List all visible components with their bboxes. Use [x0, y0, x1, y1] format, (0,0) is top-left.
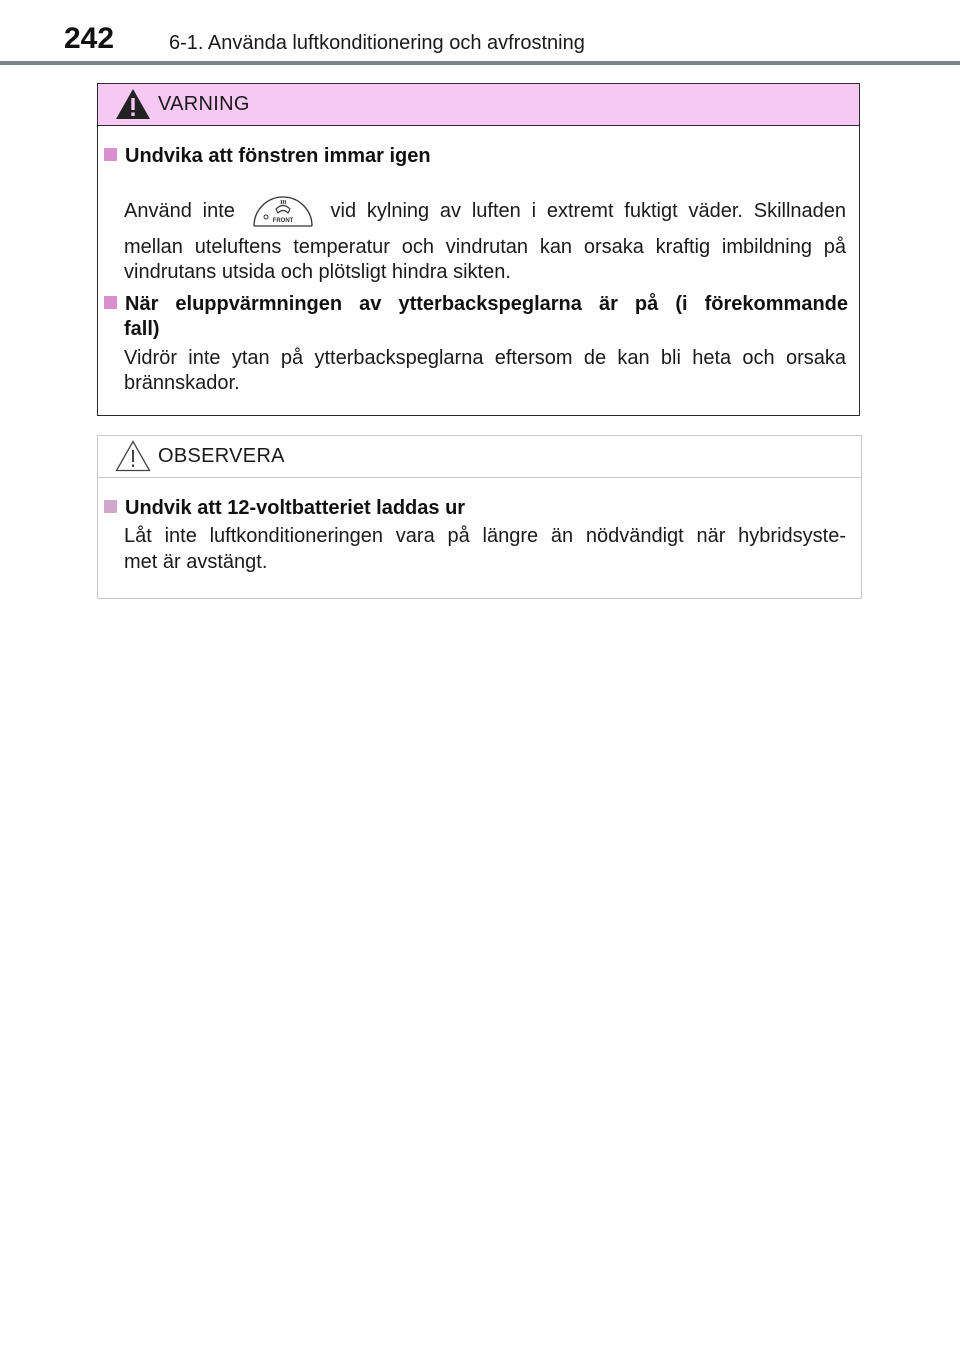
warning-item-heading-1: Undvika att fönstren immar igen [104, 143, 431, 169]
page-number: 242 [64, 22, 115, 55]
front-defroster-button-icon [252, 193, 314, 227]
warning-item-heading-2: När eluppvärmningen av ytterbackspeglarna är på (i förekommande [104, 291, 848, 317]
caution-triangle-icon [115, 440, 151, 472]
caution-box [97, 435, 862, 599]
caution-item-text-1-line-1: Låt inte luftkonditioneringen vara på längre än nödvändigt när hybridsyste- [124, 525, 846, 547]
warning-triangle-icon [115, 88, 151, 120]
warning-item-text-1-line-1: Använd inte FRONT vid kylning av luften i extremt fuktigt väder. Skillnaden [124, 193, 846, 227]
square-bullet-icon [104, 500, 117, 513]
warning-item-text-1-line-2: mellan uteluftens temperatur och vindrutan kan orsaka kraftig imbildning på [124, 236, 846, 258]
warning-item-heading-2-line-2: fall) [124, 318, 160, 340]
front-button-text: FRONT [272, 218, 294, 224]
square-bullet-icon [104, 148, 117, 161]
caution-item-text-1-line-2: met är avstängt. [124, 551, 268, 573]
square-bullet-icon [104, 296, 117, 309]
chapter-title: 6-1. Använda luftkonditionering och avfrostning [169, 32, 585, 54]
warning-label: VARNING [158, 93, 250, 115]
caution-header [98, 436, 861, 478]
caution-item-heading-1: Undvik att 12-voltbatteriet laddas ur [104, 495, 465, 521]
caution-label: OBSERVERA [158, 445, 285, 467]
warning-item-text-2-line-2: brännskador. [124, 372, 240, 394]
warning-box [97, 83, 860, 416]
warning-item-text-1-line-3: vindrutans utsida och plötsligt hindra sikten. [124, 261, 511, 283]
warning-header [98, 84, 859, 126]
warning-item-text-2-line-1: Vidrör inte ytan på ytterbackspeglarna eftersom de kan bli heta och orsaka [124, 347, 846, 369]
header-rule [0, 61, 960, 65]
page-header [0, 0, 960, 66]
